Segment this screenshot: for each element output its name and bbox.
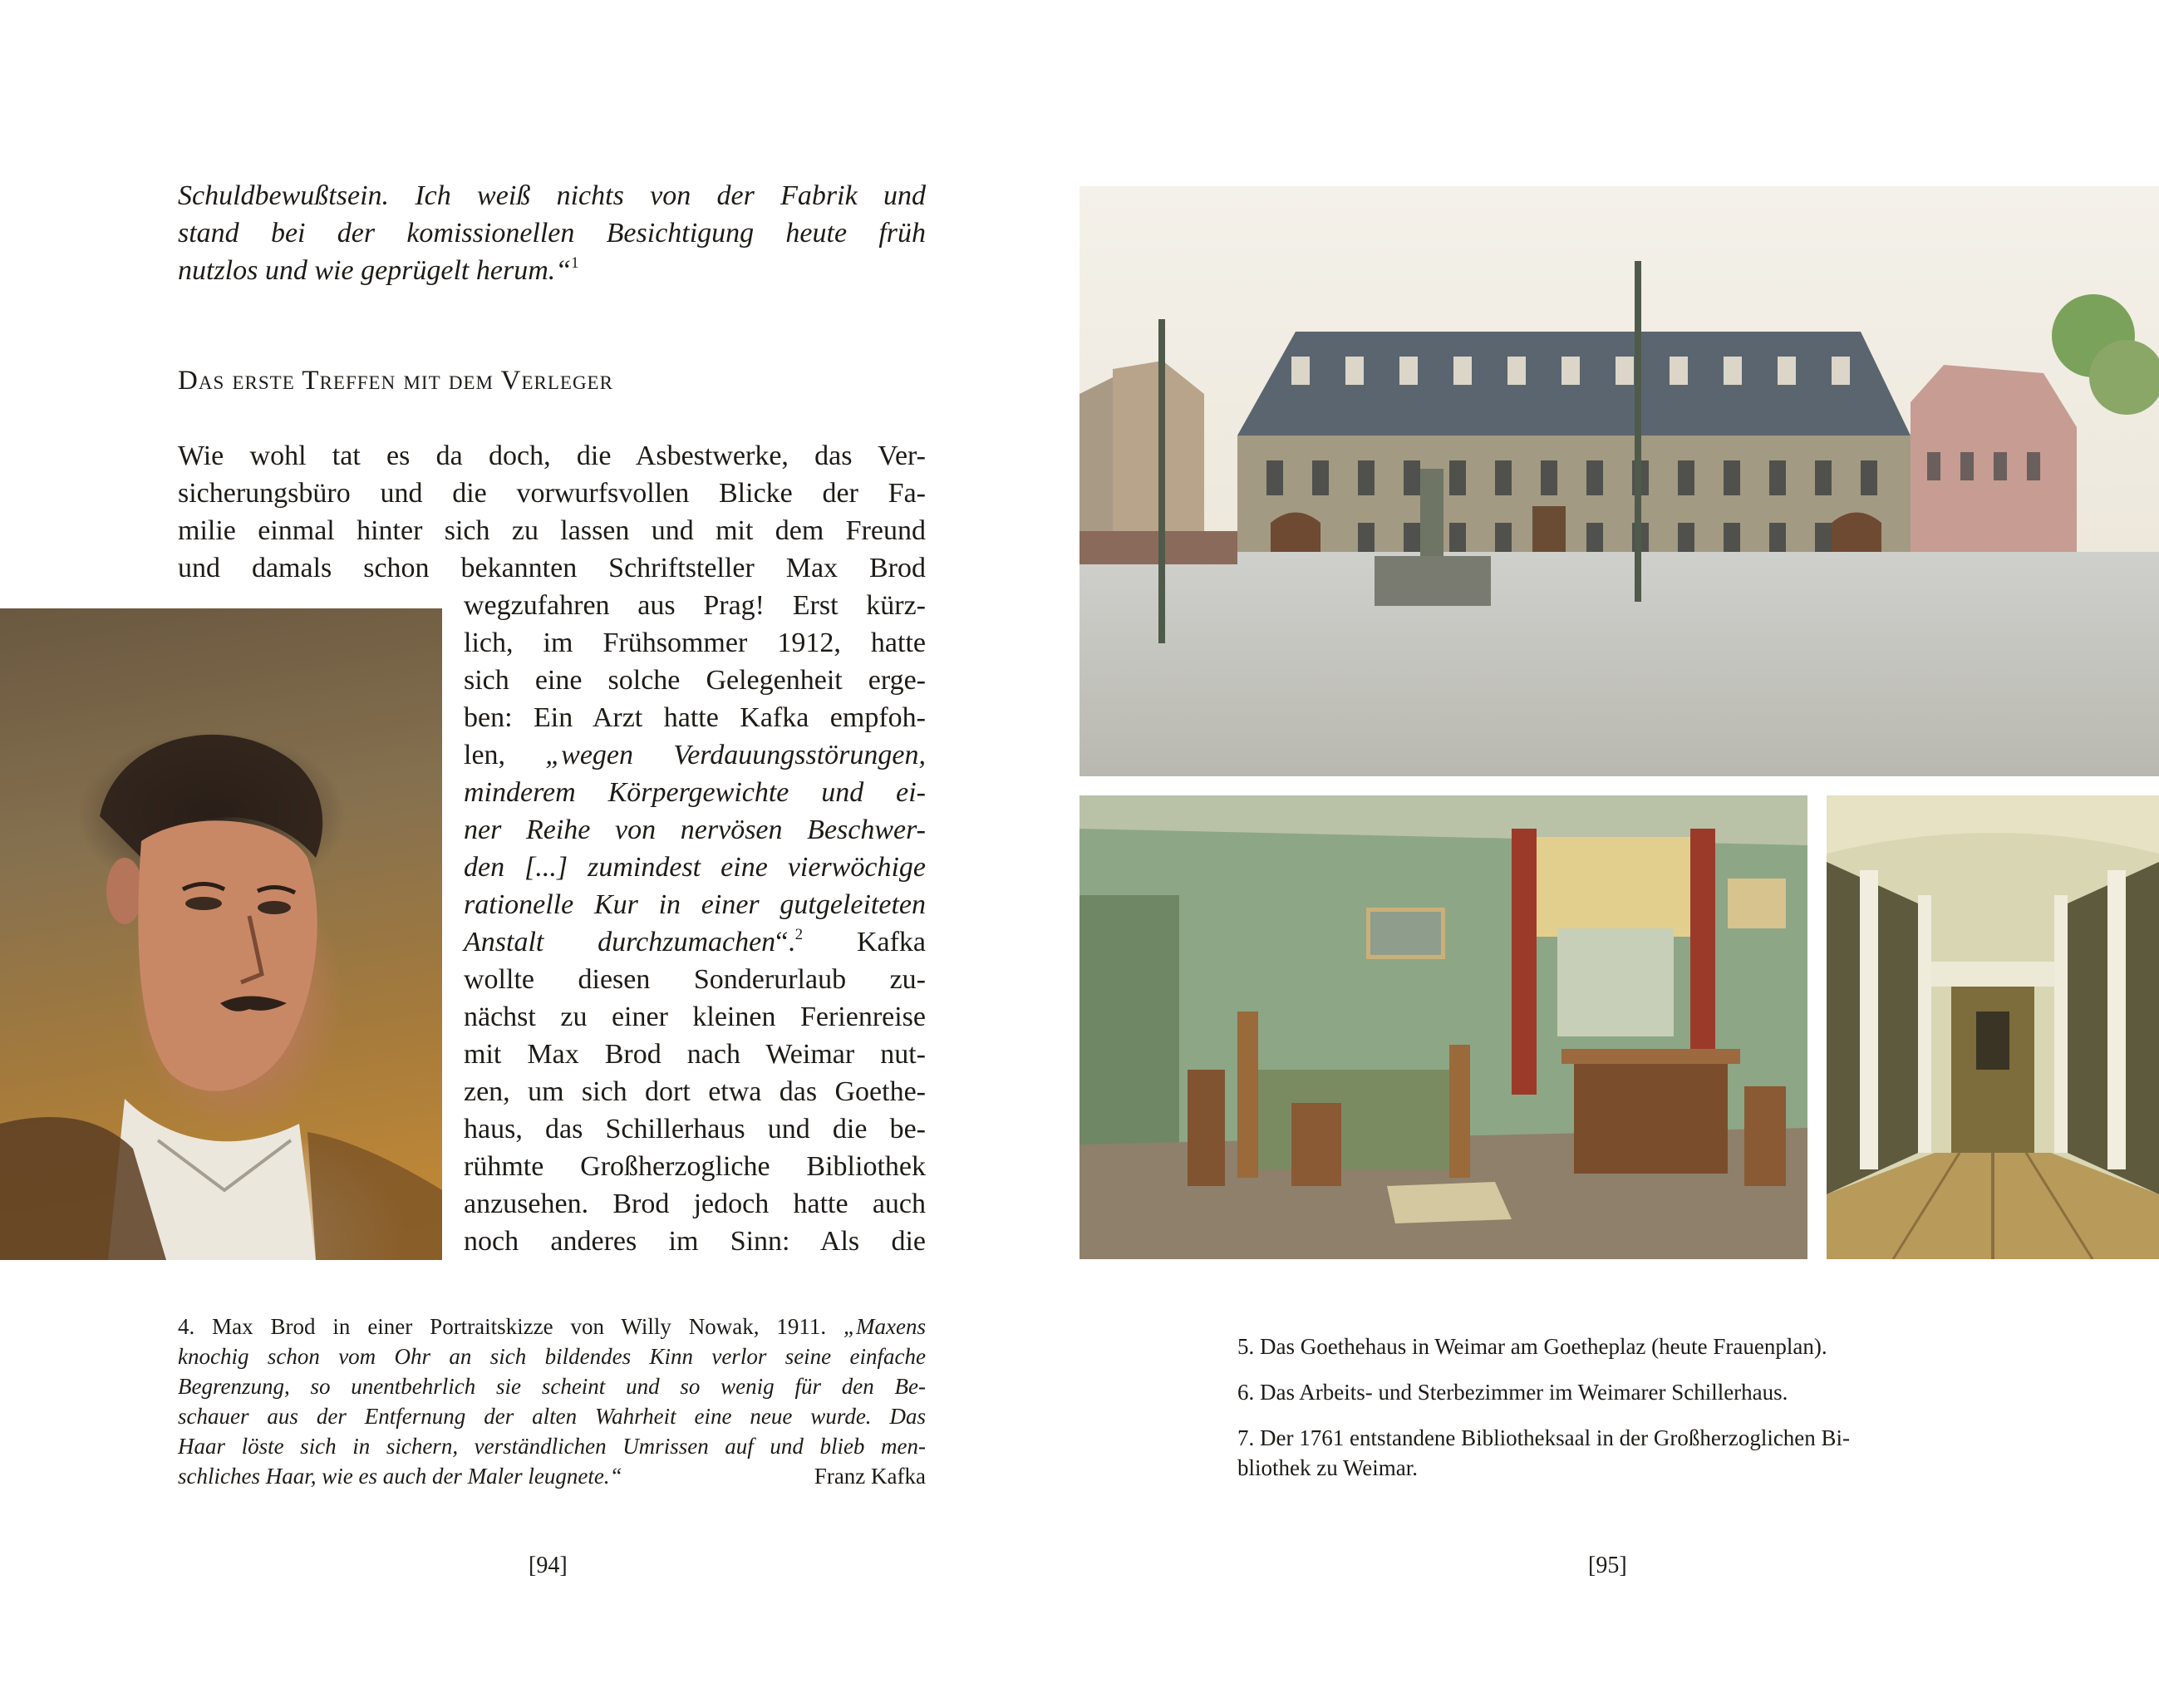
paragraph-line: haus, das Schillerhaus und die be-: [464, 1114, 926, 1144]
section-heading: Das erste Treffen mit dem Verleger: [178, 366, 613, 396]
paragraph-line: den [...] zumindest eine vierwöchige: [464, 852, 926, 883]
caption-library: [1237, 1423, 2002, 1483]
paragraph-line: wegzufahren aus Prag! Erst kürz-: [464, 590, 926, 621]
paragraph-line: minderem Körpergewichte und ei-: [464, 777, 926, 808]
caption-line: schauer aus der Entfernung der alten Wahrheit eine neue wurde. Das: [178, 1404, 926, 1429]
paragraph-line: ben: Ein Arzt hatte Kafka empfoh-: [464, 702, 926, 733]
text-run: len,: [464, 740, 546, 770]
footnote-marker: 1: [571, 253, 579, 272]
text-run: “.: [775, 927, 795, 957]
text-run: Kafka: [803, 927, 926, 957]
paragraph-line: und damals schon bekannten Schriftsteller Max Brod: [178, 553, 926, 583]
caption-schiller-room: 6. Das Arbeits- und Sterbezimmer im Weimarer Schillerhaus.: [1237, 1380, 1788, 1405]
figure-captions: [1237, 1331, 2002, 1483]
paragraph-line: rühmte Großherzogliche Bibliothek: [464, 1151, 926, 1182]
caption-number: 4. Max Brod in einer Portraitskizze von Willy Nowak, 1911.: [178, 1314, 844, 1339]
caption-quote: „Maxens: [843, 1314, 926, 1339]
schiller-room-photo: [1080, 795, 1807, 1259]
caption-line: [178, 1461, 926, 1491]
paragraph-line: wollte diesen Sonderurlaub zu-: [464, 964, 926, 995]
caption-line: [178, 1312, 926, 1341]
quote-line: stand bei der komissionellen Besichtigung heute früh: [178, 218, 926, 249]
quote-block: [178, 177, 926, 289]
paragraph-narrow: [464, 587, 926, 1260]
caption-line: knochig schon vom Ohr an sich bildendes Kinn verlor seine einfache: [178, 1344, 926, 1369]
caption-line: Haar löste sich in sichern, verständlichen Umrissen auf und blieb men-: [178, 1434, 926, 1459]
portrait-painting: [0, 608, 442, 1260]
caption-goethehaus: 5. Das Goethehaus in Weimar am Goetheplaz (heute Frauenplan).: [1237, 1334, 1827, 1359]
caption-line: 7. Der 1761 entstandene Bibliotheksaal in der Großherzoglichen Bi-: [1237, 1425, 1851, 1450]
caption-line: Begrenzung, so unentbehrlich sie scheint und so wenig für den Be-: [178, 1374, 926, 1399]
page-number: [95]: [1588, 1553, 1627, 1578]
figure-caption: [178, 1312, 926, 1491]
paragraph: [178, 437, 926, 587]
quote-line: [178, 252, 926, 289]
page-number: [94]: [529, 1553, 568, 1578]
paragraph-line: milie einmal hinter sich zu lassen und mit dem Freund: [178, 515, 926, 546]
library-photo: [1827, 795, 2159, 1259]
goethehaus-photo: [1080, 186, 2159, 776]
quote-run: Anstalt durchzumachen: [464, 927, 776, 957]
schiller-room-drawing: [1080, 795, 1807, 1259]
paragraph-line: rationelle Kur in einer gutgeleiteten: [464, 889, 926, 920]
quote-run: „wegen Verdauungsstörungen,: [545, 740, 926, 770]
right-page: [1080, 0, 2159, 1708]
quote-line-text: nutzlos und wie geprügelt herum.“: [178, 255, 572, 286]
caption-signature: Franz Kafka: [814, 1464, 926, 1489]
quote-line: Schuldbewußtsein. Ich weiß nichts von der Fabrik und: [178, 180, 926, 211]
goethehaus-drawing: [1080, 186, 2159, 776]
library-drawing: [1827, 795, 2159, 1259]
portrait-drawing: [0, 608, 442, 1260]
paragraph-line: ner Reihe von nervösen Beschwer-: [464, 815, 926, 845]
caption-line: bliothek zu Weimar.: [1237, 1455, 1419, 1480]
paragraph-line: zen, um sich dort etwa das Goethe-: [464, 1076, 926, 1107]
paragraph-line: sicherungsbüro und die vorwurfsvollen Blicke der Fa-: [178, 478, 926, 509]
paragraph-line: nächst zu einer kleinen Ferienreise: [464, 1002, 926, 1032]
paragraph-line: sich eine solche Gelegenheit erge-: [464, 665, 926, 696]
caption-quote: schliches Haar, wie es auch der Maler leugnete.“: [178, 1464, 622, 1489]
paragraph-line: [464, 736, 926, 774]
paragraph-line: noch anderes im Sinn: Als die: [464, 1226, 926, 1257]
paragraph-line: [464, 923, 926, 961]
paragraph-line: anzusehen. Brod jedoch hatte auch: [464, 1189, 926, 1219]
footnote-marker: 2: [794, 925, 804, 943]
paragraph-line: Wie wohl tat es da doch, die Asbestwerke, das Ver-: [178, 441, 926, 471]
paragraph-line: mit Max Brod nach Weimar nut-: [464, 1039, 926, 1070]
paragraph-line: lich, im Frühsommer 1912, hatte: [464, 628, 926, 658]
